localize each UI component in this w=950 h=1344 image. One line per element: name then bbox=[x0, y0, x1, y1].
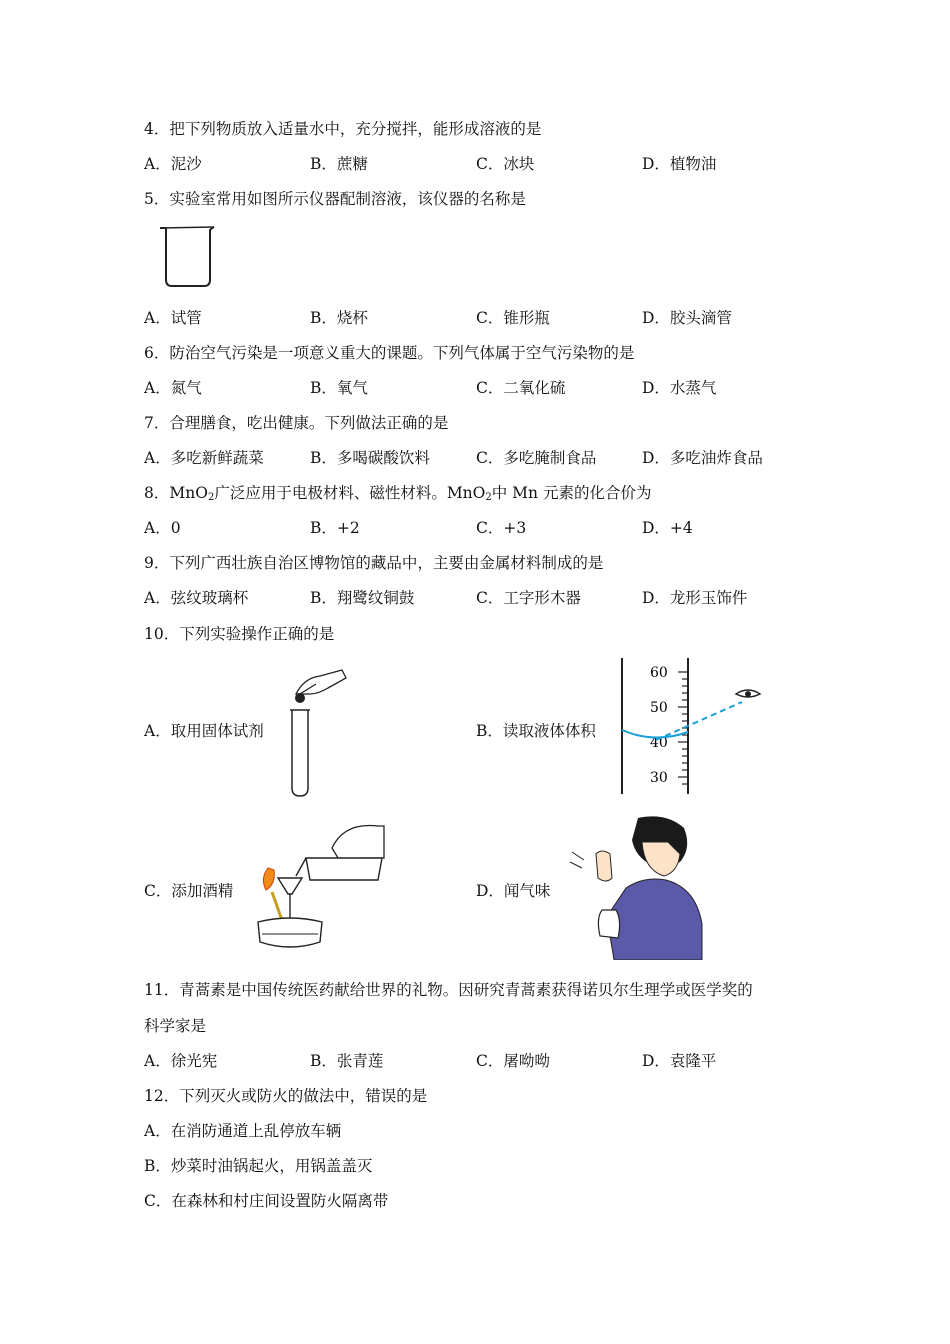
q6-option-b: B．氧气 bbox=[310, 379, 368, 397]
q5-option-a: A．试管 bbox=[144, 309, 202, 327]
q6-option-d: D．水蒸气 bbox=[642, 379, 717, 397]
q7-option-b: B．多喝碳酸饮料 bbox=[310, 449, 430, 467]
q5-stem: 5．实验室常用如图所示仪器配制溶液，该仪器的名称是 bbox=[144, 190, 526, 208]
q8-option-a: A．0 bbox=[144, 519, 181, 537]
q6-stem: 6．防治空气污染是一项意义重大的课题。下列气体属于空气污染物的是 bbox=[144, 344, 635, 362]
q8-option-c: C．+3 bbox=[476, 519, 527, 537]
q10-option-d: D．闻气味 bbox=[476, 882, 551, 900]
beaker-figure bbox=[158, 224, 216, 290]
q8-stem-part: 8．MnO bbox=[144, 484, 208, 502]
q6-option-c: C．二氧化硫 bbox=[476, 379, 566, 397]
q9-option-b: B．翔鹭纹铜鼓 bbox=[310, 589, 415, 607]
q10-option-c: C．添加酒精 bbox=[144, 882, 234, 900]
q10-option-a: A．取用固体试剂 bbox=[144, 722, 264, 740]
q5-option-b: B．烧杯 bbox=[310, 309, 368, 327]
q11-option-d: D．袁隆平 bbox=[642, 1052, 717, 1070]
tick-label-40: 40 bbox=[650, 735, 668, 751]
q9-option-d: D．龙形玉饰件 bbox=[642, 589, 748, 607]
q4-option-c: C．冰块 bbox=[476, 155, 535, 173]
q4-option-a: A．泥沙 bbox=[144, 155, 202, 173]
tick-label-60: 60 bbox=[650, 665, 668, 681]
adding-alcohol-figure bbox=[248, 818, 388, 956]
q11-option-a: A．徐光宪 bbox=[144, 1052, 218, 1070]
q8-option-d: D．+4 bbox=[642, 519, 693, 537]
q8-stem bbox=[144, 483, 651, 508]
q10-option-b: B．读取液体体积 bbox=[476, 722, 596, 740]
tick-label-30: 30 bbox=[650, 770, 668, 786]
q11-stem-line1: 11．青蒿素是中国传统医药献给世界的礼物。因研究青蒿素获得诺贝尔生理学或医学奖的 bbox=[144, 981, 753, 999]
q11-stem-line2: 科学家是 bbox=[144, 1017, 207, 1035]
q9-option-a: A．弦纹玻璃杯 bbox=[144, 589, 249, 607]
q4-stem: 4．把下列物质放入适量水中，充分搅拌，能形成溶液的是 bbox=[144, 120, 542, 138]
q7-option-d: D．多吃油炸食品 bbox=[642, 449, 763, 467]
q8-stem-part: 广泛应用于电极材料、磁性材料。MnO bbox=[214, 484, 486, 502]
q9-option-c: C．工字形木器 bbox=[476, 589, 581, 607]
tick-label-50: 50 bbox=[650, 700, 668, 716]
q12-option-a: A．在消防通道上乱停放车辆 bbox=[144, 1122, 342, 1140]
q6-option-a: A．氮气 bbox=[144, 379, 202, 397]
test-tube-solid-figure bbox=[280, 664, 350, 798]
q5-option-d: D．胶头滴管 bbox=[642, 309, 732, 327]
q12-option-b: B．炒菜时油锅起火，用锅盖盖灭 bbox=[144, 1157, 373, 1175]
measuring-cylinder-figure bbox=[616, 656, 766, 798]
q12-option-c: C．在森林和村庄间设置防火隔离带 bbox=[144, 1192, 389, 1210]
q7-option-c: C．多吃腌制食品 bbox=[476, 449, 597, 467]
smelling-gas-figure bbox=[566, 814, 706, 960]
q4-option-d: D．植物油 bbox=[642, 155, 717, 173]
q8-option-b: B．+2 bbox=[310, 519, 360, 537]
q12-stem: 12．下列灭火或防火的做法中，错误的是 bbox=[144, 1087, 428, 1105]
q8-subscript: 2 bbox=[207, 492, 215, 503]
q9-stem: 9．下列广西壮族自治区博物馆的藏品中，主要由金属材料制成的是 bbox=[144, 554, 604, 572]
q8-subscript: 2 bbox=[485, 492, 492, 503]
q11-option-b: B．张青莲 bbox=[310, 1052, 384, 1070]
q4-option-b: B．蔗糖 bbox=[310, 155, 368, 173]
q5-option-c: C．锥形瓶 bbox=[476, 309, 550, 327]
q11-option-c: C．屠呦呦 bbox=[476, 1052, 550, 1070]
q7-option-a: A．多吃新鲜蔬菜 bbox=[144, 449, 264, 467]
q10-stem: 10．下列实验操作正确的是 bbox=[144, 625, 335, 643]
q7-stem: 7．合理膳食，吃出健康。下列做法正确的是 bbox=[144, 414, 449, 432]
q8-stem-part: 中 Mn 元素的化合价为 bbox=[491, 484, 652, 502]
